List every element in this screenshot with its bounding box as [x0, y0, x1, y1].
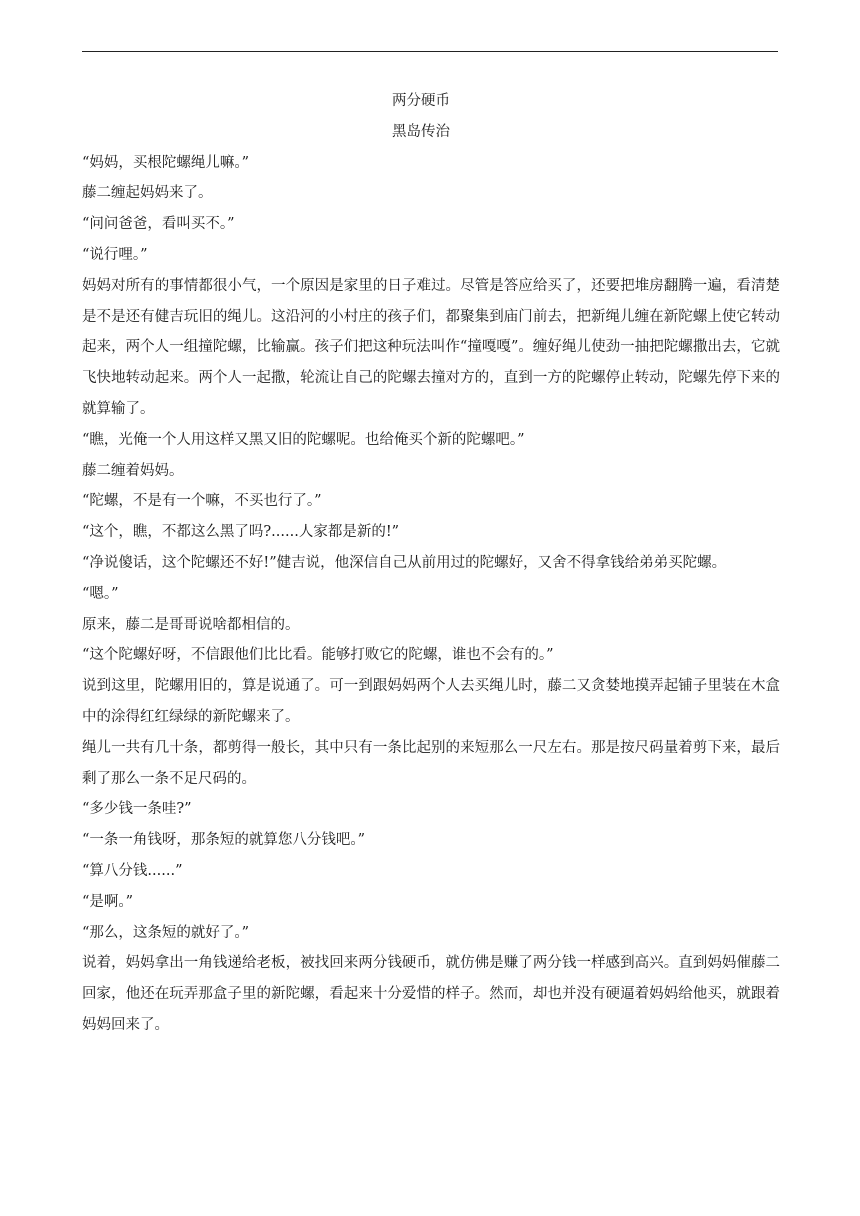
- paragraph: “问问爸爸，看叫买不。”: [82, 216, 235, 233]
- paragraph: “算八分钱......”: [82, 862, 183, 879]
- paragraph: 原来，藤二是哥哥说啥都相信的。: [82, 616, 300, 633]
- paragraph: 藤二缠着妈妈。: [82, 462, 184, 479]
- paragraph: 藤二缠起妈妈来了。: [82, 185, 213, 202]
- paragraph: 说到这里，陀螺用旧的，算是说通了。可一到跟妈妈两个人去买绳儿时，藤二又贪婪地摸弄起铺子里装在木盒中的涂得红红绿绿的新陀螺来了。: [82, 678, 780, 725]
- paragraph: 妈妈对所有的事情都很小气，一个原因是家里的日子难过。尽管是答应给买了，还要把堆房翻腾一遍，看清楚是不是还有健吉玩旧的绳儿。这沿河的小村庄的孩子们，都聚集到庙门前去，把新绳儿缠在新陀螺上使它转动起来，两个人一组撞陀螺，比输赢。孩子们把这种玩法叫作“撞嘎嘎”。缠好绳儿使劲一抽把陀螺撒出去，它就飞快地转动起来。两个人一起撒，轮流让自己的陀螺去撞对方的，直到一方的陀螺停止转动，陀螺先停下来的就算输了。: [82, 277, 780, 417]
- paragraph: 绳儿一共有几十条，都剪得一般长，其中只有一条比起别的来短那么一尺左右。那是按尺码量着剪下来，最后剩了那么一条不足尺码的。: [82, 739, 780, 787]
- paragraph: “多少钱一条哇?”: [82, 801, 192, 818]
- paragraph: “嗯。”: [82, 585, 119, 602]
- paragraph: “净说傻话，这个陀螺还不好!”健吉说，他深信自己从前用过的陀螺好，又舍不得拿钱给弟弟买陀螺。: [82, 554, 727, 571]
- paragraph: “这个陀螺好呀，不信跟他们比比看。能够打败它的陀螺，谁也不会有的。”: [82, 647, 554, 664]
- paragraph: “说行哩。”: [82, 246, 148, 263]
- paragraph: “陀螺，不是有一个嘛，不买也行了。”: [82, 493, 322, 510]
- paragraph: “瞧，光俺一个人用这样又黑又旧的陀螺呢。也给俺买个新的陀螺吧。”: [82, 431, 525, 448]
- paragraph: “是啊。”: [82, 893, 134, 910]
- paragraph: “妈妈，买根陀螺绳儿嘛。”: [82, 154, 250, 171]
- paragraph: 说着，妈妈拿出一角钱递给老板，被找回来两分钱硬币，就仿佛是赚了两分钱一样感到高兴。直到妈妈催藤二回家，他还在玩弄那盒子里的新陀螺，看起来十分爱惜的样子。然而，却也并没有硬逼着妈妈给他买，就跟着妈妈回来了。: [82, 955, 780, 1033]
- paragraph: “那么，这条短的就好了。”: [82, 924, 250, 941]
- paragraph: “一条一角钱呀，那条短的就算您八分钱吧。”: [82, 832, 366, 849]
- header-divider: [82, 51, 778, 52]
- article-title: 两分硬币: [392, 93, 450, 109]
- paragraph: “这个，瞧，不都这么黑了吗?......人家都是新的!”: [82, 524, 400, 541]
- article-author: 黑岛传治: [392, 123, 450, 140]
- article-body: [82, 86, 780, 1041]
